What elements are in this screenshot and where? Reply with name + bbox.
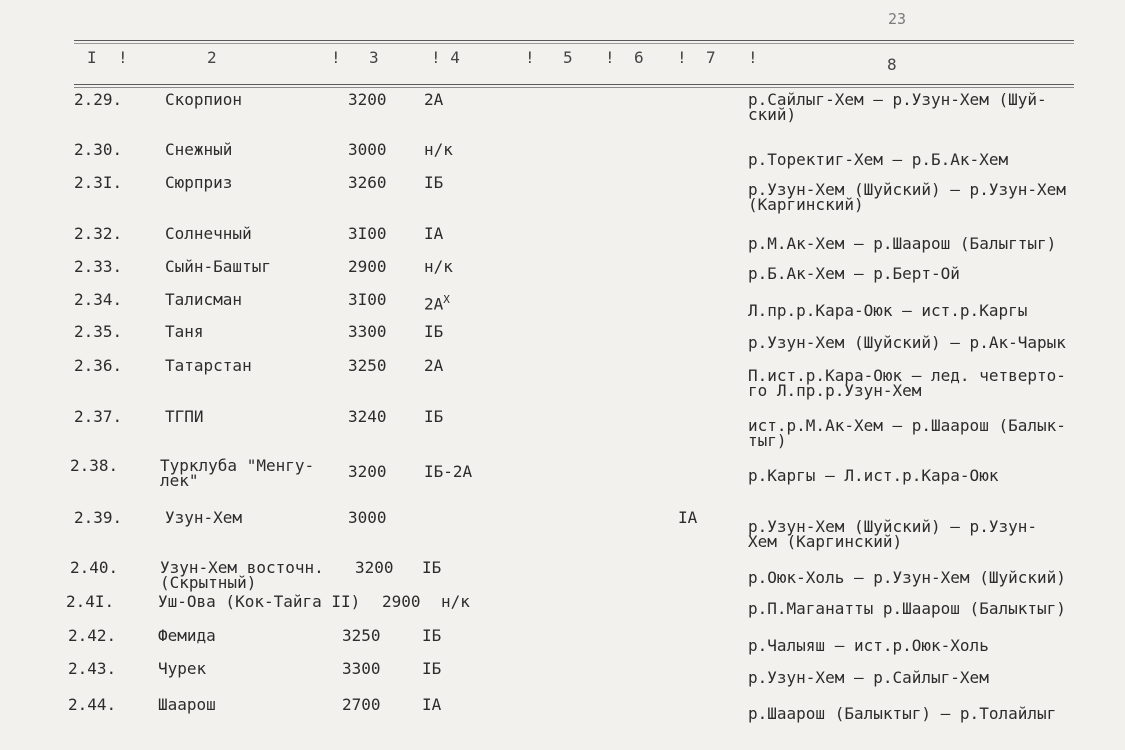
row-number: 2.34. xyxy=(74,290,123,309)
pass-category: IА xyxy=(422,695,442,714)
header-col-5: 5 xyxy=(563,48,573,67)
pass-name: Узун-Хем xyxy=(165,508,243,527)
pass-name: Талисман xyxy=(165,290,243,309)
pass-altitude: 3200 xyxy=(355,558,394,577)
header-bottom-rule-secondary xyxy=(74,87,1074,88)
category-superscript: X xyxy=(443,293,450,306)
pass-name: Татарстан xyxy=(165,356,252,375)
pass-route: р.Сайлыг-Хем – р.Узун-Хем (Шуй- ский) xyxy=(748,90,1047,124)
header-separator: ! xyxy=(677,48,687,67)
pass-altitude: 3000 xyxy=(348,140,387,159)
header-col-4: ! 4 xyxy=(431,48,460,67)
pass-route: р.Чалыяш – ист.р.Оюк-Холь xyxy=(748,636,989,655)
row-number: 2.37. xyxy=(74,407,123,426)
page-number: 23 xyxy=(888,10,907,28)
pass-name: Скорпион xyxy=(165,90,243,109)
header-separator: ! xyxy=(605,48,615,67)
header-col-2: 2 xyxy=(207,48,217,67)
pass-category: 2А xyxy=(424,356,444,375)
pass-route: р.Б.Ак-Хем – р.Берт-Ой xyxy=(748,264,960,283)
header-separator: ! xyxy=(525,48,535,67)
pass-name: Шаарош xyxy=(158,695,216,714)
pass-name: Турклуба "Менгу- лек" xyxy=(160,456,315,490)
pass-altitude: 3200 xyxy=(348,90,387,109)
pass-name: Таня xyxy=(165,322,204,341)
pass-category: IБ xyxy=(422,659,442,678)
row-number: 2.4I. xyxy=(66,592,115,611)
pass-category: IБ-2А xyxy=(424,462,473,481)
pass-name: Узун-Хем восточн. (Скрытный) xyxy=(160,558,324,592)
pass-category: н/к xyxy=(424,140,453,159)
pass-category: н/к xyxy=(424,257,453,276)
pass-route: р.Торектиг-Хем – р.Б.Ак-Хем xyxy=(748,150,1009,169)
pass-altitude: 3I00 xyxy=(348,290,387,309)
pass-name: ТГПИ xyxy=(165,407,204,426)
header-separator: ! xyxy=(331,48,341,67)
pass-route: р.Шаарош (Балыктыг) – р.Толайлыг xyxy=(748,704,1057,723)
header-col-7: 7 xyxy=(706,48,716,67)
pass-name: Фемида xyxy=(158,626,216,645)
pass-route: ист.р.М.Ак-Хем – р.Шаарош (Балык- тыг) xyxy=(748,416,1066,450)
header-separator: ! xyxy=(748,48,758,67)
row-number: 2.32. xyxy=(74,224,123,243)
pass-altitude: 3200 xyxy=(348,462,387,481)
pass-route: р.Узун-Хем – р.Сайлыг-Хем xyxy=(748,668,989,687)
pass-name: Сыйн-Баштыг xyxy=(165,257,271,276)
pass-category: $2А^X$ xyxy=(424,293,450,314)
header-col-3: 3 xyxy=(369,48,379,67)
pass-route: р.П.Маганатты р.Шаарош (Балыктыг) xyxy=(748,599,1066,618)
pass-category: IБ xyxy=(422,558,442,577)
pass-category: IБ xyxy=(424,407,444,426)
pass-name: Снежный xyxy=(165,140,233,159)
header-top-rule xyxy=(74,40,1074,41)
row-number: 2.30. xyxy=(74,140,123,159)
pass-altitude: 3300 xyxy=(348,322,387,341)
pass-category: н/к xyxy=(441,592,470,611)
pass-altitude: 3250 xyxy=(348,356,387,375)
pass-altitude: 3260 xyxy=(348,173,387,192)
pass-route: р.Узун-Хем (Шуйский) – р.Ак-Чарык xyxy=(748,333,1066,352)
pass-category: IБ xyxy=(424,322,444,341)
pass-category: IБ xyxy=(422,626,442,645)
pass-altitude: 2900 xyxy=(348,257,387,276)
row-number: 2.38. xyxy=(70,456,119,475)
pass-altitude: 3240 xyxy=(348,407,387,426)
header-col-1: I xyxy=(87,48,97,67)
pass-category: IА xyxy=(424,224,444,243)
row-number: 2.40. xyxy=(70,558,119,577)
pass-name: Чурек xyxy=(158,659,207,678)
header-col-6: 6 xyxy=(634,48,644,67)
row-number: 2.36. xyxy=(74,356,123,375)
header-bottom-rule xyxy=(74,84,1074,85)
pass-route: р.Оюк-Холь – р.Узун-Хем (Шуйский) xyxy=(748,568,1066,587)
row-number: 2.3I. xyxy=(74,173,123,192)
pass-name: Сюрприз xyxy=(165,173,233,192)
pass-altitude: 2700 xyxy=(342,695,381,714)
row-number: 2.29. xyxy=(74,90,123,109)
header-col-8: 8 xyxy=(887,55,897,74)
pass-route: р.Узун-Хем (Шуйский) – р.Узун- Хем (Каргинский) xyxy=(748,517,1037,551)
pass-route: р.Каргы – Л.ист.р.Кара-Оюк xyxy=(748,466,999,485)
row-number: 2.44. xyxy=(68,695,117,714)
pass-route: р.М.Ак-Хем – р.Шаарош (Балыгтыг) xyxy=(748,234,1057,253)
pass-altitude: 3I00 xyxy=(348,224,387,243)
row-number: 2.33. xyxy=(74,257,123,276)
pass-altitude: 3000 xyxy=(348,508,387,527)
pass-route: р.Узун-Хем (Шуйский) – р.Узун-Хем (Каргинский) xyxy=(748,180,1066,214)
pass-altitude: 3300 xyxy=(342,659,381,678)
pass-column-7: IА xyxy=(678,508,698,527)
row-number: 2.42. xyxy=(68,626,117,645)
pass-route: П.ист.р.Кара-Оюк – лед. четверто- го Л.пр.р.Узун-Хем xyxy=(748,366,1066,400)
header-top-rule-secondary xyxy=(74,43,1074,44)
pass-name: Солнечный xyxy=(165,224,252,243)
header-separator: ! xyxy=(118,48,128,67)
pass-altitude: 3250 xyxy=(342,626,381,645)
pass-name: Уш-Ова (Кок-Тайга II) xyxy=(158,592,361,611)
pass-altitude: 2900 xyxy=(382,592,421,611)
row-number: 2.35. xyxy=(74,322,123,341)
pass-route: Л.пр.р.Кара-Оюк – ист.р.Каргы xyxy=(748,301,1028,320)
row-number: 2.39. xyxy=(74,508,123,527)
row-number: 2.43. xyxy=(68,659,117,678)
pass-category: IБ xyxy=(424,173,444,192)
pass-category: 2А xyxy=(424,90,444,109)
